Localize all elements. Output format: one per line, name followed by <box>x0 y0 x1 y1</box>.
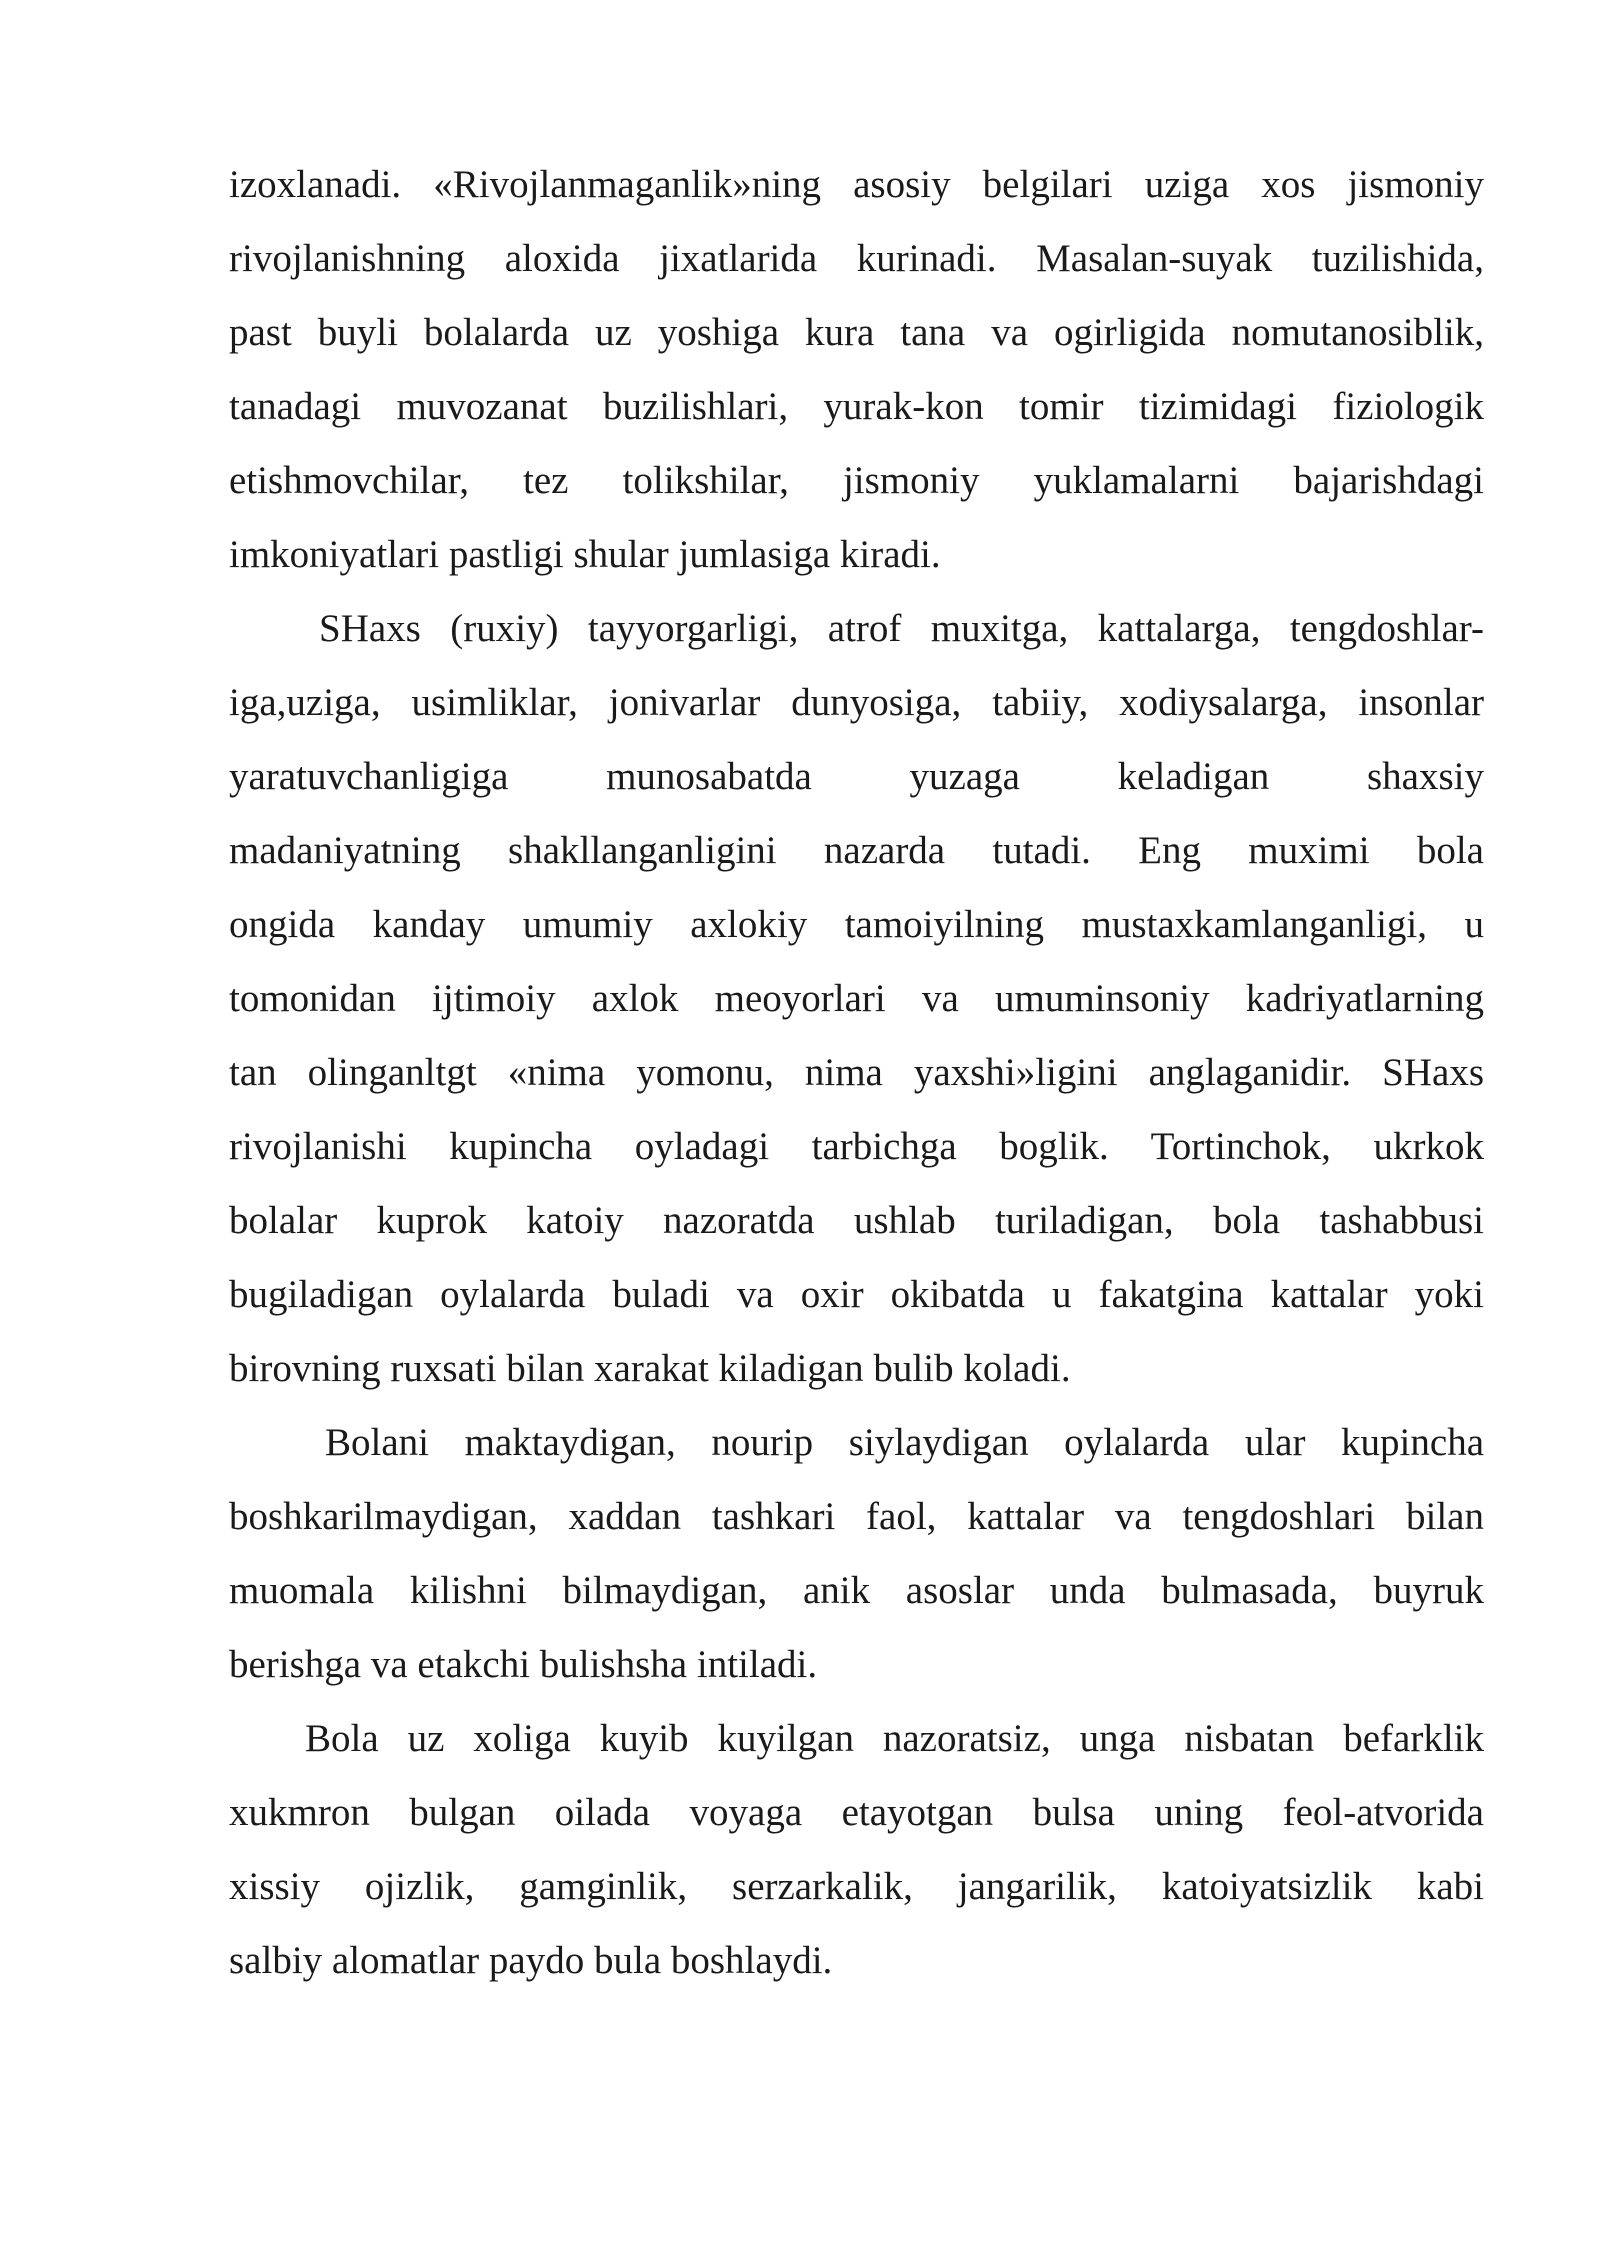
text-line: bolalar kuprok katoiy nazoratda ushlab turiladigan, bola tashabbusi <box>229 1199 1484 1242</box>
text-line: tan olinganltgt «nima yomonu, nima yaxshi»ligini anglaganidir. SHaxs <box>229 1051 1484 1094</box>
document-body <box>229 148 1484 1998</box>
text-line: imkoniyatlari pastligi shular jumlasiga kiradi. <box>229 533 941 576</box>
text-line: Bolani maktaydigan, nourip siylaydigan oylalarda ular kupincha <box>325 1421 1484 1464</box>
text-line: tomonidan ijtimoiy axlok meoyorlari va umuminsoniy kadriyatlarning <box>229 977 1484 1020</box>
text-line: madaniyatning shakllanganligini nazarda tutadi. Eng muximi bola <box>229 829 1484 872</box>
text-line: rivojlanishi kupincha oyladagi tarbichga boglik. Tortinchok, ukrkok <box>229 1125 1484 1168</box>
text-line: berishga va etakchi bulishsha intiladi. <box>229 1643 818 1686</box>
text-line: birovning ruxsati bilan xarakat kiladigan bulib koladi. <box>229 1347 1071 1390</box>
text-line: boshkarilmaydigan, xaddan tashkari faol, kattalar va tengdoshlari bilan <box>229 1495 1484 1538</box>
text-line: bugiladigan oylalarda buladi va oxir okibatda u fakatgina kattalar yoki <box>229 1273 1484 1316</box>
paragraph-2 <box>229 592 1484 1406</box>
paragraph-4 <box>229 1702 1484 1998</box>
text-line: ongida kanday umumiy axlokiy tamoiyilning mustaxkamlanganligi, u <box>229 903 1484 946</box>
text-line: rivojlanishning aloxida jixatlarida kurinadi. Masalan-suyak tuzilishida, <box>229 237 1484 280</box>
text-line: Bola uz xoliga kuyib kuyilgan nazoratsiz, unga nisbatan befarklik <box>305 1717 1484 1760</box>
text-line: etishmovchilar, tez tolikshilar, jismoniy yuklamalarni bajarishdagi <box>229 459 1484 502</box>
text-line: SHaxs (ruxiy) tayyorgarligi, atrof muxitga, kattalarga, tengdoshlar- <box>319 607 1484 650</box>
text-line: iga,uziga, usimliklar, jonivarlar dunyosiga, tabiiy, xodiysalarga, insonlar <box>229 681 1484 724</box>
text-line: izoxlanadi. «Rivojlanmaganlik»ning asosiy belgilari uziga xos jismoniy <box>229 163 1484 206</box>
text-line: xissiy ojizlik, gamginlik, serzarkalik, jangarilik, katoiyatsizlik kabi <box>229 1865 1484 1908</box>
text-line: xukmron bulgan oilada voyaga etayotgan bulsa uning feol-atvorida <box>229 1791 1484 1834</box>
text-line: salbiy alomatlar paydo bula boshlaydi. <box>229 1939 833 1982</box>
text-line: muomala kilishni bilmaydigan, anik asoslar unda bulmasada, buyruk <box>229 1569 1484 1612</box>
text-line: tanadagi muvozanat buzilishlari, yurak-kon tomir tizimidagi fiziologik <box>229 385 1484 428</box>
text-line: past buyli bolalarda uz yoshiga kura tana va ogirligida nomutanosiblik, <box>229 311 1484 354</box>
paragraph-1 <box>229 148 1484 592</box>
text-line: yaratuvchanligiga munosabatda yuzaga keladigan shaxsiy <box>229 755 1484 798</box>
paragraph-3 <box>229 1406 1484 1702</box>
